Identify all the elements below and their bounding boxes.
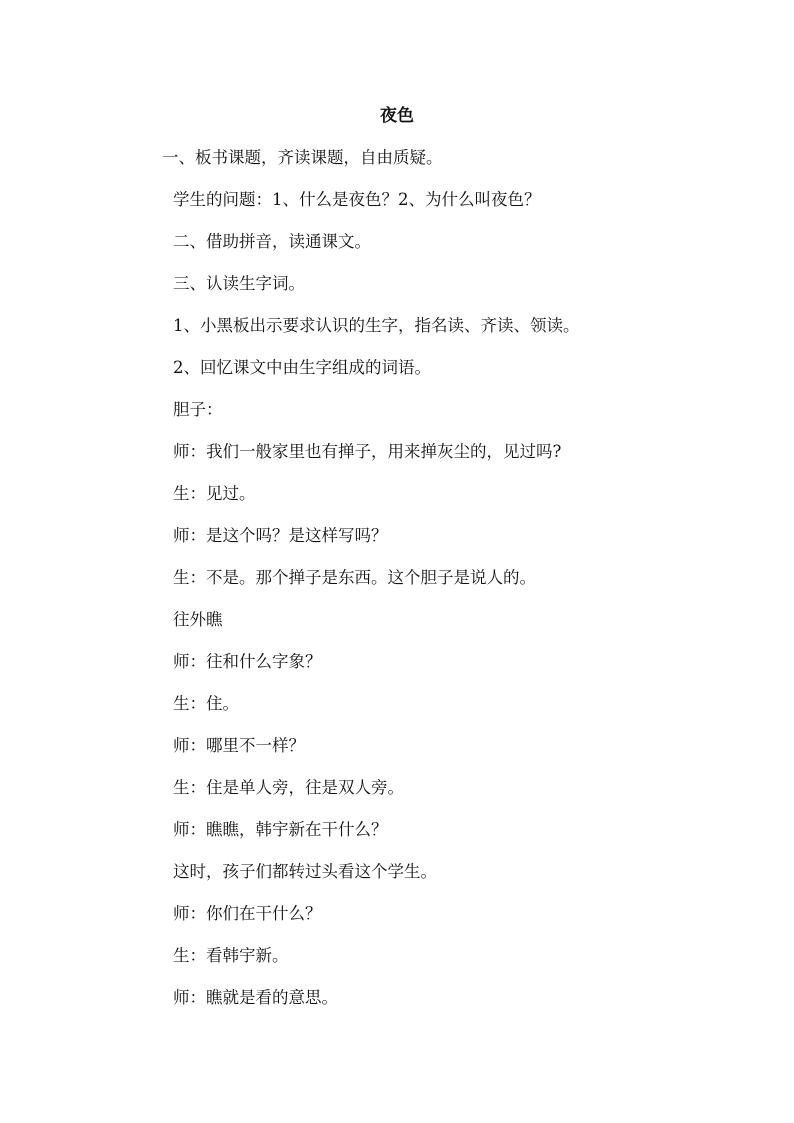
paragraph-line: 生：住是单人旁，往是双人旁。: [173, 778, 404, 797]
paragraph-line: 生：见过。: [173, 484, 256, 503]
paragraph-line: 生：住。: [173, 694, 239, 713]
paragraph-line: 一、板书课题，齐读课题，自由质疑。: [162, 148, 443, 167]
paragraph-line: 师：瞧瞧，韩宇新在干什么？: [173, 820, 388, 839]
paragraph-line: 生：看韩宇新。: [173, 946, 289, 965]
paragraph-line: 往外瞧: [173, 610, 223, 629]
paragraph-line: 学生的问题：1、什么是夜色？2、为什么叫夜色？: [173, 190, 541, 209]
paragraph-line: 师：我们一般家里也有掸子，用来掸灰尘的，见过吗?: [173, 442, 562, 461]
paragraph-line: 师：是这个吗？是这样写吗？: [173, 526, 388, 545]
paragraph-line: 胆子：: [173, 400, 223, 419]
paragraph-line: 师：你们在干什么？: [173, 904, 322, 923]
paragraph-line: 1、小黑板出示要求认识的生字，指名读、齐读、领读。: [173, 316, 580, 335]
paragraph-line: 二、借助拼音，读通课文。: [173, 232, 371, 251]
document-body: [0, 146, 794, 1028]
paragraph-line: 生：不是。那个掸子是东西。这个胆子是说人的。: [173, 568, 536, 587]
paragraph-line: 师：哪里不一样？: [173, 736, 305, 755]
document-title: 夜色: [380, 106, 414, 126]
paragraph-line: 师：瞧就是看的意思。: [173, 988, 338, 1007]
paragraph-line: 这时，孩子们都转过头看这个学生。: [173, 862, 437, 881]
paragraph-line: 三、认读生字词。: [173, 274, 305, 293]
paragraph-line: 2、回忆课文中由生字组成的词语。: [173, 358, 431, 377]
paragraph-line: 师：往和什么字象？: [173, 652, 322, 671]
